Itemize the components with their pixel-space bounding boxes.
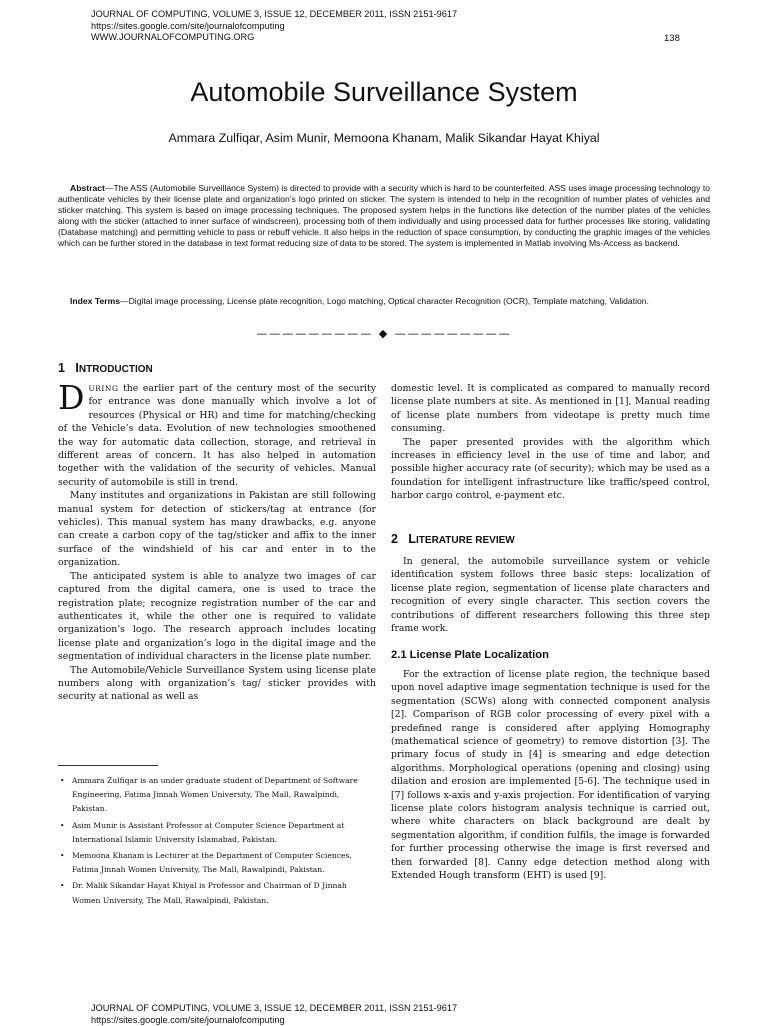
lit-review-paragraph: In general, the automobile surveillance system or vehicle identification system follows three basic steps: localization of license plate region, segmentation of license plate characters and recognition of every single character. This section covers the contributions of different researchers following this three step frame work. <box>391 555 710 635</box>
right-column-top <box>391 382 710 503</box>
journal-url[interactable]: https://sites.google.com/site/journalofcomputing <box>91 21 457 33</box>
section-1-title-rest: NTRODUCTION <box>79 364 153 375</box>
author-footnotes <box>58 774 376 910</box>
abstract <box>58 183 710 250</box>
index-terms-label: Index Terms <box>70 296 120 306</box>
subsection-2-1-heading: 2.1 License Plate Localization <box>391 649 549 661</box>
section-2-number: 2 <box>391 532 398 546</box>
section-1-number: 1 <box>58 361 65 375</box>
footnote-item: • Dr. Malik Sikandar Hayat Khiyal is Professor and Chairman of D Jinnah Women University, The Mall, Rawalpindi, Pakistan. <box>72 879 376 907</box>
intro-paragraph-5: domestic level. It is complicated as compared to manually record license plate numbers at site. As mentioned in [1], Manual reading of license plate numbers from videotape is pretty much time consuming. <box>391 382 710 436</box>
first-word-rest: URING <box>88 384 118 393</box>
footnote-item: • Ammara Zulfiqar is an under graduate student of Department of Software Engineering, Fatima Jinnah Women University, The Mall, Rawalpindi, Pakistan. <box>72 774 376 817</box>
intro-paragraph-6: The paper presented provides with the algorithm which increases in efficiency level in the use of time and labor, and possible higher accuracy rate (of security); which may be used as a foundation for intelligent infrastructure like traffic/speed control, harbor cargo control, e-payment etc. <box>391 436 710 503</box>
footnote-item: • Memoona Khanam is Lecturer at the Department of Computer Sciences, Fatima Jinnah Women University, The Mall, Rawalpindi, Pakistan. <box>72 849 376 877</box>
intro-paragraph-2: Many institutes and organizations in Pakistan are still following manual system for detection of stickers/tag at entrance (for vehicles). This manual system has many drawbacks, e.g. anyone can create a carbon copy of the tag/sticker and affix to the inner surface of the windshield of his car and enter in to the organization. <box>58 489 376 569</box>
journal-line: JOURNAL OF COMPUTING, VOLUME 3, ISSUE 12, DECEMBER 2011, ISSN 2151-9617 <box>91 9 457 21</box>
section-2-title-first: L <box>408 532 416 546</box>
journal-site[interactable]: WWW.JOURNALOFCOMPUTING.ORG <box>91 32 457 44</box>
left-column <box>58 382 376 704</box>
author-list: Ammara Zulfiqar, Asim Munir, Memoona Khanam, Malik Sikandar Hayat Khiyal <box>0 131 768 145</box>
intro-paragraph-3: The anticipated system is able to analyze two images of car captured from the digital camera, one is used to trace the registration plate; recognize registration number of the car and authenticates it, while the other one is required to validate organization’s logo. The research approach includes locating license plate and organization’s logo in the digital image and the segmentation of individual characters in the license plate number. <box>58 570 376 664</box>
abstract-label: Abstract <box>70 183 105 193</box>
page-number: 138 <box>664 33 680 44</box>
footnote-rule <box>58 765 158 766</box>
section-1-heading <box>58 361 153 375</box>
abstract-text: —The ASS (Automobile Surveillance System) is directed to provide with a security which is hard to be counterfeited. ASS uses image processing technology to authenticate vehicles by their license plate and organization’s logo printed on sticker. The system is intended to help in the recognition of number plates of vehicles and sticker matching. This system is based on image processing techniques. The proposed system helps in the functions like detection of the number plates of the vehicles along with the sticker (attached to inner surface of windscreen), processing both of them individually and using processed data for further processes like storing, validating (Database matching) and permitting vehicle to pass or rebuff vehicle. It also helps in the reduction of space consumption, by conducting the graphic images of the vehicles which can be further stored in the database in text format reducing size of data to be stored. The system is implemented in Matlab involving Ms-Access as backend. <box>58 183 710 248</box>
footnote-item: • Asim Munir is Assistant Professor at Computer Science Department at International Islamic University Islamabad, Pakistan. <box>72 819 376 847</box>
right-column-middle <box>391 555 710 635</box>
right-column-bottom <box>391 668 710 883</box>
intro-paragraph-4: The Automobile/Vehicle Surveillance System using license plate numbers along with organization’s tag/ sticker provides with security at national as well as <box>58 664 376 704</box>
section-2-heading <box>391 532 515 546</box>
running-footer <box>91 1003 457 1026</box>
index-terms-text: —Digital image processing, License plate recognition, Logo matching, Optical character Recognition (OCR), Template matching, Validation. <box>120 296 649 306</box>
footer-url[interactable]: https://sites.google.com/site/journalofcomputing <box>91 1015 457 1026</box>
section-2-title-rest: ITERATURE REVIEW <box>416 535 515 546</box>
section-separator: ————————— ◆ ————————— <box>0 327 768 340</box>
running-header <box>91 9 457 44</box>
footer-journal-line: JOURNAL OF COMPUTING, VOLUME 3, ISSUE 12, DECEMBER 2011, ISSN 2151-9617 <box>91 1003 457 1015</box>
index-terms <box>58 296 710 307</box>
intro-paragraph-1: DURING the earlier part of the century most of the security for entrance was done manually which involve a lot of resources (Physical or HR) and time for matching/checking of the Vehicle’s data. Evolution of new technologies smoothened the way for automatic data collection, storage, and retrieval in different areas of concern. It has also helped in automation together with the validation of the security of vehicles. Manual security of automobile is still in trend. <box>58 382 376 489</box>
localization-paragraph: For the extraction of license plate region, the technique based upon novel adaptive image segmentation technique is used for the segmentation (SCWs) along with connected component analysis [2]. Comparison of RGB color processing of every pixel with a predefined range is considered after applying Homography (mathematical science of geometry) to remove distortion [3]. The primary focus of study in [4] is smearing and edge detection algorithms. Morphological operations (opening and closing) using dilation and erosion are implemented [5-6]. The technique used in [7] follows x-axis and y-axis projection. For identification of varying license plate colors histogram analysis technique is carried out, where white characters on black background are dealt by segmentation algorithm, if condition fulfils, the image is forwarded for further processing otherwise the image is first reversed and then forwarded [8]. Canny edge detection method along with Extended Hough transform (EHT) is used [9]. <box>391 668 710 883</box>
paper-title: Automobile Surveillance System <box>0 77 768 108</box>
section-1-title-first: I <box>75 361 78 375</box>
drop-cap: D <box>58 384 84 412</box>
